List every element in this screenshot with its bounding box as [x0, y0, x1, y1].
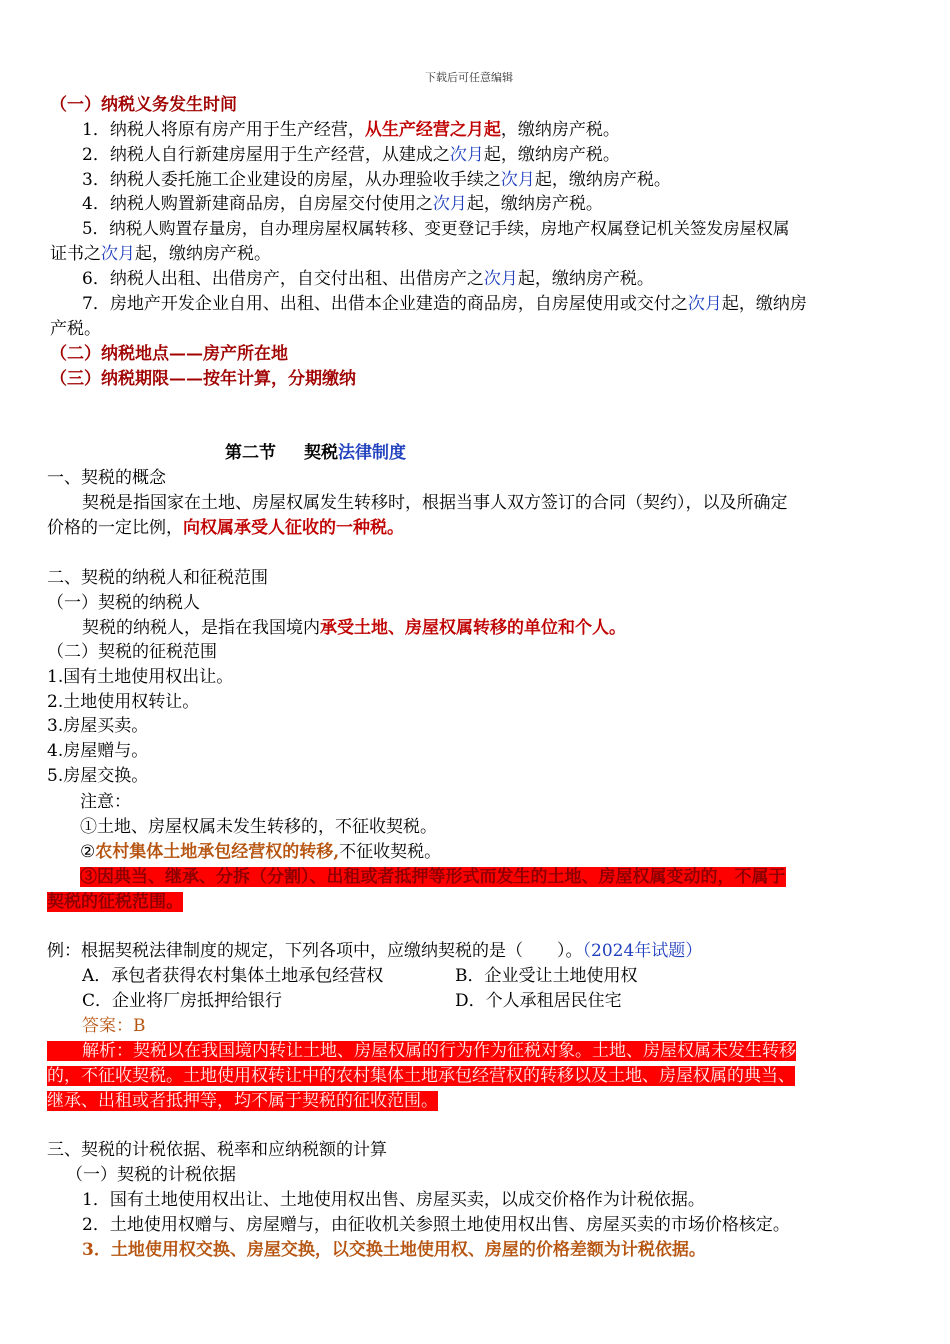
- text: 起，缴纳房产税。: [517, 269, 654, 289]
- highlighted-text: ③因典当、继承、分拆（分割）、出租或者抵押等形式而发生的土地、房屋权属变动的，不属于: [80, 867, 786, 887]
- highlighted-text: 继承、出租或者抵押等，均不属于契税的征收范围。: [47, 1091, 438, 1111]
- text: 起，缴纳房产税。: [135, 244, 271, 264]
- subheading-scope: （二）契税的征税范围: [47, 642, 217, 662]
- text: 起，缴纳房产税。: [466, 194, 603, 214]
- section-title: [225, 441, 406, 465]
- basis-line-3: 3．土地使用权交换、房屋交换，以交换土地使用权、房屋的价格差额为计税依据。: [82, 1240, 706, 1260]
- taxpayer-definition: [82, 616, 626, 640]
- scope-item: 1.国有土地使用权出让。: [47, 667, 234, 687]
- section-name-emphasis: 法律制度: [338, 443, 406, 463]
- rule-line-7-cont: 产税。: [50, 319, 101, 339]
- emphasis: 次月: [449, 145, 484, 165]
- rule-line-4: [82, 192, 603, 216]
- text: 6．纳税人出租、出借房产，自交付出租、出借房产之: [82, 269, 484, 289]
- text: 起，缴纳房: [721, 294, 807, 314]
- heading-tax-basis: 三、契税的计税依据、税率和应纳税额的计算: [47, 1140, 387, 1160]
- rule-line-5: 5．纳税人购置存量房，自办理房屋权属转移、变更登记手续，房地产权属登记机关签发房屋权属: [82, 219, 790, 238]
- scope-item: 4.房屋赠与。: [47, 741, 149, 761]
- text: 4．纳税人购置新建商品房，自房屋交付使用之: [82, 194, 433, 214]
- section-name: 契税: [304, 443, 338, 463]
- option-d: D．个人承租居民住宅: [455, 991, 622, 1011]
- emphasis: 从生产经营之月起: [364, 120, 501, 140]
- option-b: B．企业受让土地使用权: [455, 966, 638, 986]
- explanation-1: [47, 1039, 796, 1063]
- question-text: 例：根据契税法律制度的规定，下列各项中，应缴纳契税的是（ ）。: [47, 941, 583, 961]
- scope-item: 2.土地使用权转让。: [47, 692, 200, 712]
- explanation-2: [47, 1064, 795, 1088]
- text: 起，缴纳房产税。: [534, 170, 671, 190]
- emphasis: 次月: [687, 294, 722, 314]
- subheading-tax-basis: （一）契税的计税依据: [66, 1165, 236, 1185]
- note-2: [80, 840, 441, 864]
- note-label: 注意：: [80, 792, 131, 812]
- text: 2．纳税人自行新建房屋用于生产经营，从建成之: [82, 145, 450, 165]
- note-3-cont: [47, 890, 183, 914]
- exam-year: （2024年试题）: [582, 941, 703, 961]
- text: ，缴纳房产税。: [500, 120, 620, 140]
- emphasis: 承受土地、房屋权属转移的单位和个人。: [320, 618, 626, 638]
- option-c: C．企业将厂房抵押给银行: [82, 991, 283, 1011]
- page-header: 下载后可任意编辑: [425, 71, 513, 84]
- rule-line-3: [82, 168, 671, 192]
- rule-line-2: [82, 143, 620, 167]
- highlighted-text: 契税的征税范围。: [47, 892, 183, 912]
- emphasis: 次月: [483, 269, 518, 289]
- text: 起，缴纳房产税。: [483, 145, 620, 165]
- heading-concept: 一、契税的概念: [47, 468, 166, 488]
- highlighted-text: 的，不征收契税。土地使用权转让中的农村集体土地承包经营权的转移以及土地、房屋权属的典当、: [47, 1066, 795, 1086]
- explanation-3: [47, 1089, 438, 1113]
- text: 7．房地产开发企业自用、出租、出借本企业建造的商品房，自房屋使用或交付之: [82, 294, 688, 314]
- section-number: 第二节: [225, 443, 276, 463]
- note-3: [80, 865, 786, 889]
- rule-line-5-cont: [50, 242, 271, 266]
- text: ②: [80, 842, 96, 862]
- scope-item: 5.房屋交换。: [47, 766, 149, 786]
- emphasis: 次月: [101, 244, 135, 264]
- emphasis: 次月: [500, 170, 535, 190]
- emphasis: 向权属承受人征收的一种税。: [183, 518, 404, 538]
- answer: 答案：B: [82, 1016, 146, 1036]
- example-question: [47, 939, 702, 963]
- heading-tax-obligation-time: （一）纳税义务发生时间: [50, 95, 237, 115]
- text: 1．纳税人将原有房产用于生产经营，: [82, 120, 365, 140]
- scope-item: 3.房屋买卖。: [47, 716, 149, 736]
- text: 价格的一定比例，: [47, 518, 183, 538]
- basis-line-2: 2．土地使用权赠与、房屋赠与，由征收机关参照土地使用权出售、房屋买卖的市场价格核定。: [82, 1215, 790, 1235]
- basis-line-1: 1．国有土地使用权出让、土地使用权出售、房屋买卖，以成交价格作为计税依据。: [82, 1190, 705, 1210]
- subheading-taxpayer: （一）契税的纳税人: [47, 593, 200, 613]
- emphasis: 农村集体土地承包经营权的转移,: [95, 842, 340, 862]
- text: 证书之: [50, 244, 101, 264]
- text: 契税的纳税人，是指在我国境内: [82, 618, 320, 638]
- rule-line-6: [82, 267, 654, 291]
- heading-tax-location: （二）纳税地点——房产所在地: [50, 344, 288, 364]
- text: 3．纳税人委托施工企业建设的房屋，从办理验收手续之: [82, 170, 501, 190]
- note-1: ①土地、房屋权属未发生转移的，不征收契税。: [80, 817, 437, 837]
- text: 不征收契税。: [339, 842, 442, 862]
- heading-tax-period: （三）纳税期限——按年计算，分期缴纳: [50, 369, 356, 389]
- concept-para-1: 契税是指国家在土地、房屋权属发生转移时，根据当事人双方签订的合同（契约），以及所确定: [82, 493, 788, 513]
- rule-line-7: [82, 292, 807, 316]
- concept-para-2: [47, 516, 404, 540]
- emphasis: 次月: [432, 194, 467, 214]
- rule-line-1: [82, 118, 620, 142]
- heading-taxpayer-scope: 二、契税的纳税人和征税范围: [47, 568, 268, 588]
- option-a: A．承包者获得农村集体土地承包经营权: [82, 966, 384, 986]
- highlighted-text: 解析：契税以在我国境内转让土地、房屋权属的行为作为征税对象。土地、房屋权属未发生转移: [47, 1041, 796, 1061]
